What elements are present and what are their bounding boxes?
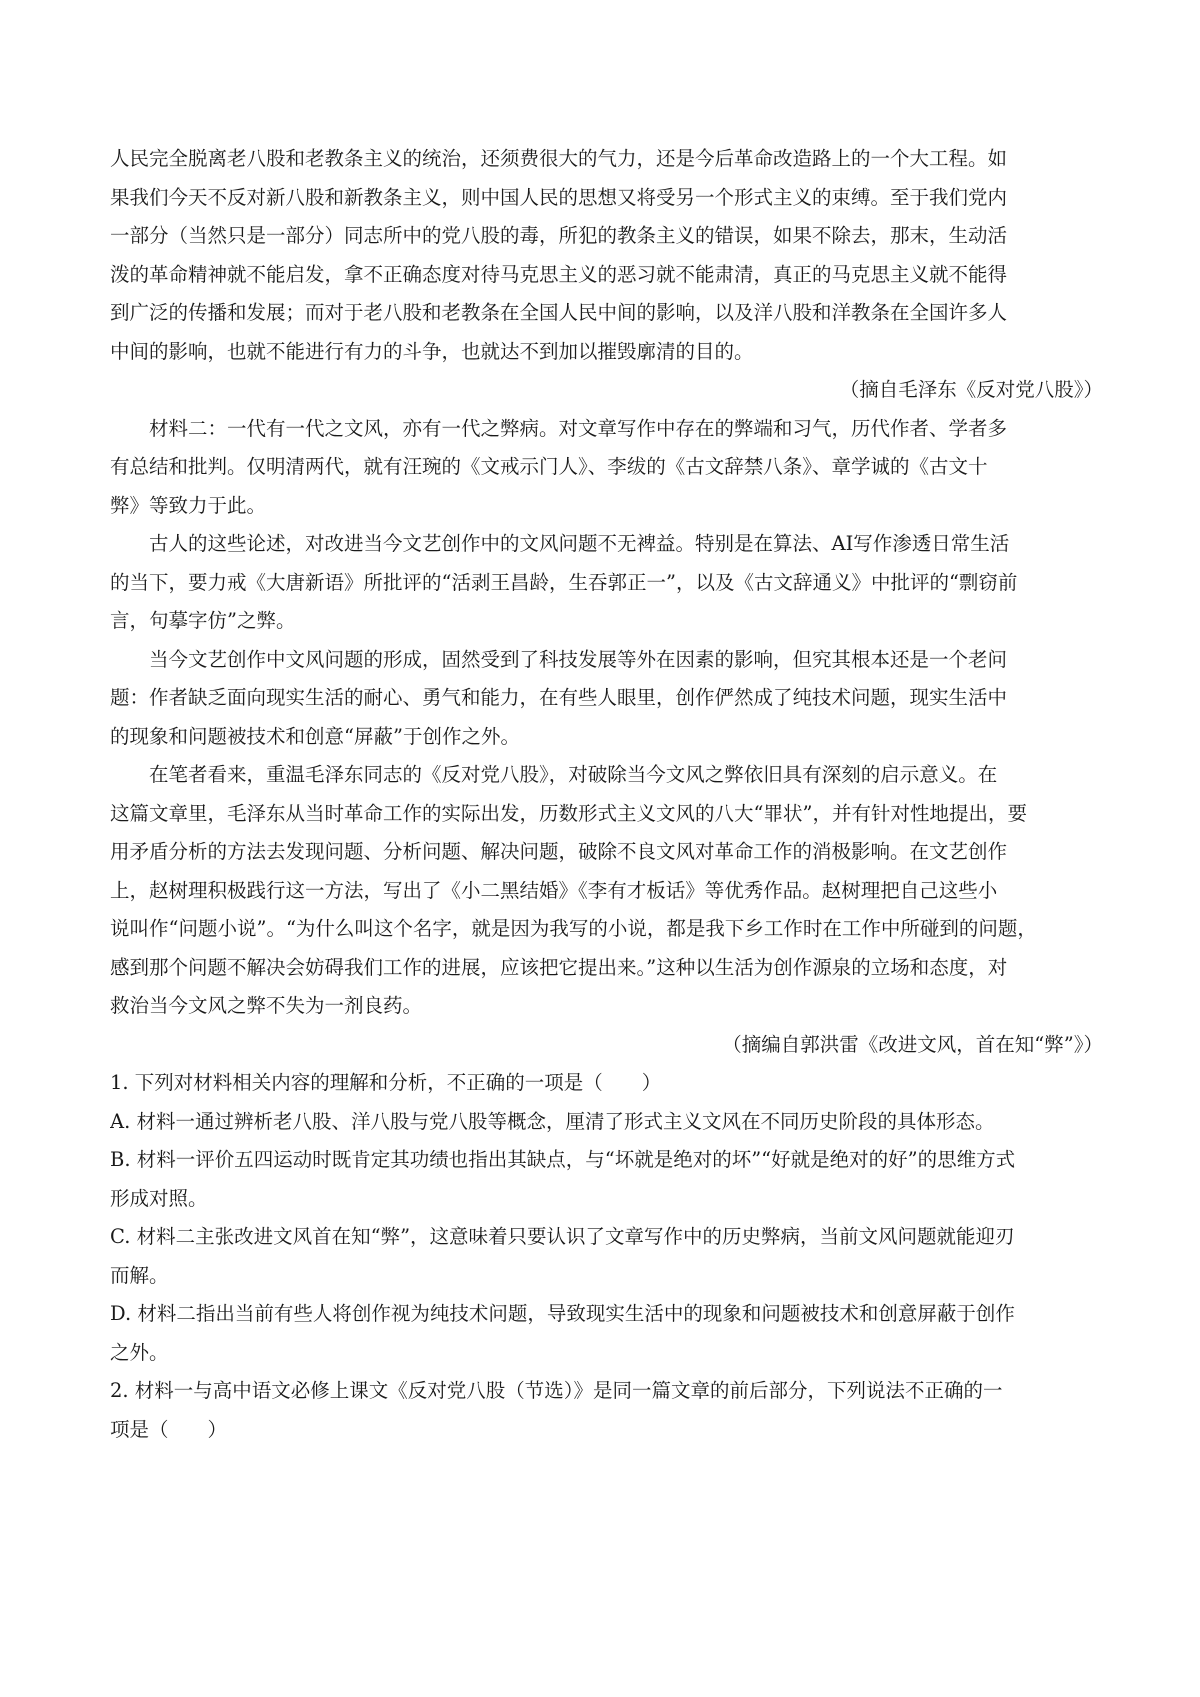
text-line: 上，赵树理积极践行这一方法，写出了《小二黑结婚》《李有才板话》等优秀作品。赵树理把自己这些小 xyxy=(110,878,998,902)
text-line: 在笔者看来，重温毛泽东同志的《反对党八股》，对破除当今文风之弊依旧具有深刻的启示意义。在 xyxy=(149,763,998,786)
material-one-source: （摘自毛泽东《反对党八股》） xyxy=(839,378,1103,401)
material-two-source: （摘编自郭洪雷《改进文风，首在知“弊”》） xyxy=(722,1032,1103,1056)
text-line: 弊》等致力于此。 xyxy=(110,493,267,517)
paragraph xyxy=(110,641,1105,757)
text-line: 感到那个问题不解决会妨碍我们工作的进展，应该把它提出来。”这种以生活为创作源泉的立场和态度，对 xyxy=(110,955,1008,979)
question-stem: 2. 材料一与高中语文必修上课文《反对党八股（节选）》是同一篇文章的前后部分，下列说法不正确的一 xyxy=(110,1379,1003,1402)
text-line: 当今文艺创作中文风问题的形成，固然受到了科技发展等外在因素的影响，但究其根本还是一个老问 xyxy=(149,647,1008,671)
paragraph xyxy=(110,756,1105,1026)
text-line: 果我们今天不反对新八股和新教条主义，则中国人民的思想又将受另一个形式主义的束缚。至于我们党内 xyxy=(110,185,1008,209)
text-line: 到广泛的传播和发展；而对于老八股和老教条在全国人民中间的影响，以及洋八股和洋教条在全国许多人 xyxy=(110,301,1008,324)
paragraph xyxy=(110,525,1105,641)
text-line: 的现象和问题被技术和创意“屏蔽”于创作之外。 xyxy=(110,724,520,748)
option-b xyxy=(110,1141,1105,1218)
option-text: 之外。 xyxy=(110,1340,169,1364)
text-line: 古人的这些论述，对改进当今文艺创作中的文风问题不无裨益。特别是在算法、AI写作渗透日常生活 xyxy=(149,532,1010,555)
text-line: 用矛盾分析的方法去发现问题、分析问题、解决问题，破除不良文风对革命工作的消极影响。在文艺创作 xyxy=(110,840,1008,863)
option-a xyxy=(110,1103,1105,1142)
text-line: 题：作者缺乏面向现实生活的耐心、勇气和能力，在有些人眼里，创作俨然成了纯技术问题，现实生活中 xyxy=(110,686,1008,709)
text-line: 泼的革命精神就不能启发，拿不正确态度对待马克思主义的恶习就不能肃清，真正的马克思主义就不能得 xyxy=(110,262,1008,286)
text-line: 救治当今文风之弊不失为一剂良药。 xyxy=(110,994,423,1017)
question-stem: 1. 下列对材料相关内容的理解和分析，不正确的一项是（ ） xyxy=(110,1071,662,1094)
text-line: 说叫作“问题小说”。“为什么叫这个名字，就是因为我写的小说，都是我下乡工作时在工作中所碰到的问题， xyxy=(110,917,1037,940)
option-text: 而解。 xyxy=(110,1263,169,1287)
material-two xyxy=(110,410,1105,1065)
option-c xyxy=(110,1218,1105,1295)
option-text: A. 材料一通过辨析老八股、洋八股与党八股等概念，厘清了形式主义文风在不同历史阶段的具体形态。 xyxy=(110,1109,995,1133)
text-line: 有总结和批判。仅明清两代，就有汪琬的《文戒示门人》、李绂的《古文辞禁八条》、章学诚的《古文十 xyxy=(110,455,988,478)
option-text: 形成对照。 xyxy=(110,1186,208,1210)
text-line: 一部分（当然只是一部分）同志所中的党八股的毒，所犯的教条主义的错误，如果不除去，那末，生动活 xyxy=(110,224,1008,247)
question-2 xyxy=(110,1372,1105,1449)
option-d xyxy=(110,1295,1105,1372)
text-line: 的当下，要力戒《大唐新语》所批评的“活剥王昌龄，生吞郭正一”，以及《古文辞通义》中批评的“剽窃前 xyxy=(110,570,1018,594)
option-text: D. 材料二指出当前有些人将创作视为纯技术问题，导致现实生活中的现象和问题被技术和创意屏蔽于创作 xyxy=(110,1302,1015,1325)
question-stem: 项是（ ） xyxy=(110,1417,228,1441)
text-line: 人民完全脱离老八股和老教条主义的统治，还须费很大的气力，还是今后革命改造路上的一个大工程。如 xyxy=(110,147,1008,170)
text-line: 这篇文章里，毛泽东从当时革命工作的实际出发，历数形式主义文风的八大“罪状”，并有针对性地提出，要 xyxy=(110,801,1027,825)
paragraph xyxy=(110,410,1105,526)
text-line: 言，句摹字仿”之弊。 xyxy=(110,609,296,632)
option-text: B. 材料一评价五四运动时既肯定其功绩也指出其缺点，与“坏就是绝对的坏”“好就是绝对的好”的思维方式 xyxy=(110,1148,1016,1171)
option-text: C. 材料二主张改进文风首在知“弊”，这意味着只要认识了文章写作中的历史弊病，当前文风问题就能迎刃 xyxy=(110,1225,1015,1248)
material-one-excerpt xyxy=(110,140,1105,410)
text-line: 中间的影响，也就不能进行有力的斗争，也就达不到加以摧毁廓清的目的。 xyxy=(110,339,754,363)
text-line: 材料二：一代有一代之文风，亦有一代之弊病。对文章写作中存在的弊端和习气，历代作者、学者多 xyxy=(149,416,1008,440)
question-1 xyxy=(110,1064,1105,1372)
